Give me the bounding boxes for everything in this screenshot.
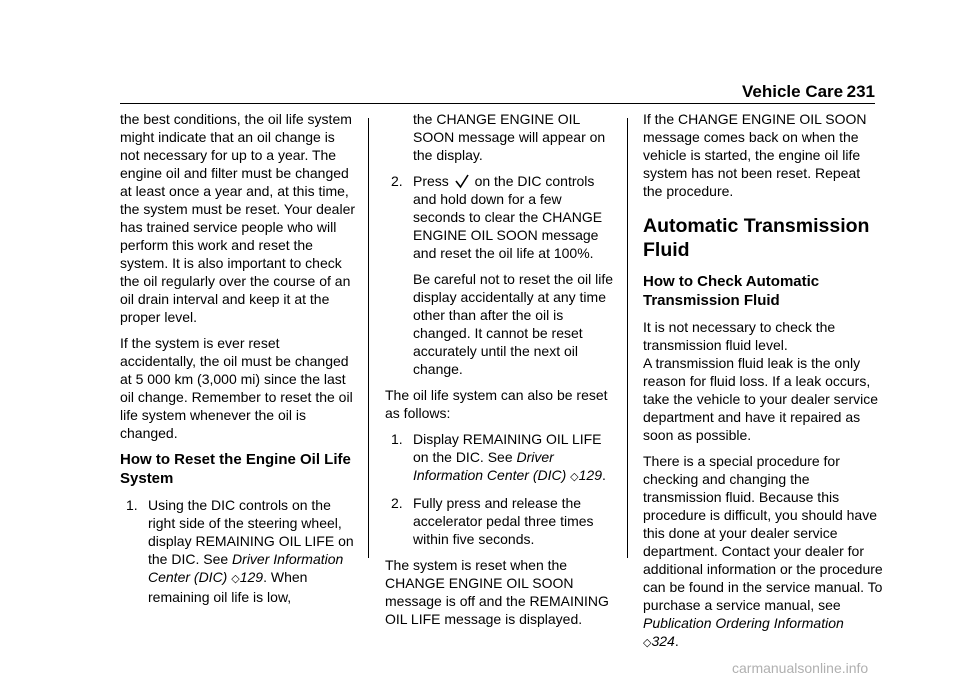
dic-link[interactable]: Driver Information Center (DIC)	[413, 449, 567, 483]
col2-also-paragraph: The oil life system can also be reset as follows:	[385, 387, 608, 421]
col1-paragraph-1: the best conditions, the oil life system might indicate that an oil change is not necessary for up to a year. The engine oil and filter must be changed at least once a year and, at this time, the system must be reset. Your dealer has trained service people who will perform this work and reset the system. It is also important to check the oil regularly over the course of an oil drain interval and keep it at the proper level.	[120, 111, 356, 325]
step-number: 2.	[391, 495, 403, 511]
step-text-after: . When remaining oil life is low,	[148, 569, 308, 605]
list-item	[120, 496, 358, 606]
page-header	[742, 82, 875, 104]
page-ref-icon: ◇	[643, 637, 652, 649]
atf-heading: Automatic Transmission Fluid	[643, 215, 870, 261]
page-number: 231	[846, 82, 875, 101]
list-item	[385, 494, 617, 548]
col3-paragraph-3	[643, 452, 883, 652]
step-text: Using the DIC controls on the right side of the steering wheel, display REMAINING OIL LIFE on the DIC. See	[148, 497, 354, 567]
col3-paragraph-1: If the CHANGE ENGINE OIL SOON message comes back on when the vehicle is started, the engine oil life system has not been reset. Repeat the procedure.	[643, 111, 867, 199]
alt-steps-list	[385, 430, 617, 548]
column-2	[385, 110, 617, 636]
list-item	[385, 430, 617, 486]
col3-paragraph-2a: It is not necessary to check the transmission fluid level.	[643, 319, 836, 353]
column-3	[643, 110, 883, 660]
list-item	[385, 172, 617, 378]
col1-paragraph-2: If the system is ever reset accidentally, the oil must be changed at 5 000 km (3,000 mi) since the last oil change. Remember to reset the oil life system whenever the oil is changed.	[120, 335, 353, 441]
checkmark-icon	[455, 174, 469, 189]
column-divider-2	[627, 118, 628, 558]
step-number: 2.	[391, 173, 403, 189]
check-atf-heading: How to Check Automatic Transmission Fluid	[643, 273, 820, 309]
paragraph-text: There is a special procedure for checking and changing the transmission fluid. Because this procedure is difficult, you should have this done at your dealer service department. Contact your dealer for additional information or the procedure can be found in the service manual. To purchase a service manual, see	[643, 453, 883, 613]
column-divider-1	[368, 118, 369, 558]
page-ref[interactable]: 129	[578, 467, 602, 483]
reset-steps-list	[120, 496, 358, 606]
step-text: Fully press and release the accelerator pedal three times within five seconds.	[413, 495, 594, 547]
header-rule	[120, 103, 875, 104]
column-1	[120, 110, 358, 614]
col3-paragraph-2b: A transmission fluid leak is the only reason for fluid loss. If a leak occurs, take the vehicle to your dealer service department and have it repaired as soon as possible.	[643, 355, 879, 443]
watermark: carmanualsonline.info	[732, 660, 869, 676]
reset-oil-life-heading: How to Reset the Engine Oil Life System	[120, 451, 351, 487]
step-text: Display REMAINING OIL LIFE on the DIC. See	[413, 431, 602, 465]
step-text: on the DIC controls and hold down for a few seconds to clear the CHANGE ENGINE OIL SOON message and reset the oil life at 100%.	[413, 173, 603, 261]
paragraph-text-after: .	[674, 633, 679, 649]
dic-link[interactable]: Driver Information Center (DIC)	[148, 551, 344, 585]
step-number: 1.	[126, 497, 138, 513]
col2-reset-paragraph: The system is reset when the CHANGE ENGINE OIL SOON message is off and the REMAINING OIL LIFE message is displayed.	[385, 557, 609, 627]
section-title: Vehicle Care	[742, 82, 844, 101]
page-ref[interactable]: 129	[239, 569, 264, 585]
page-ref[interactable]: 324	[651, 633, 675, 649]
step-number: 1.	[391, 431, 403, 447]
page-ref-icon: ◇	[570, 471, 579, 483]
step-text-after: .	[602, 467, 606, 483]
step-note: Be careful not to reset the oil life display accidentally at any time other than after the oil is changed. It cannot be reset accurately until the next oil change.	[413, 271, 613, 377]
page-ref-icon: ◇	[231, 573, 240, 585]
publication-link[interactable]: Publication Ordering Information	[643, 615, 844, 631]
step-text-pre: Press	[413, 173, 449, 189]
reset-steps-list-cont	[385, 172, 617, 378]
col2-continued-text: the CHANGE ENGINE OIL SOON message will appear on the display.	[413, 111, 606, 163]
